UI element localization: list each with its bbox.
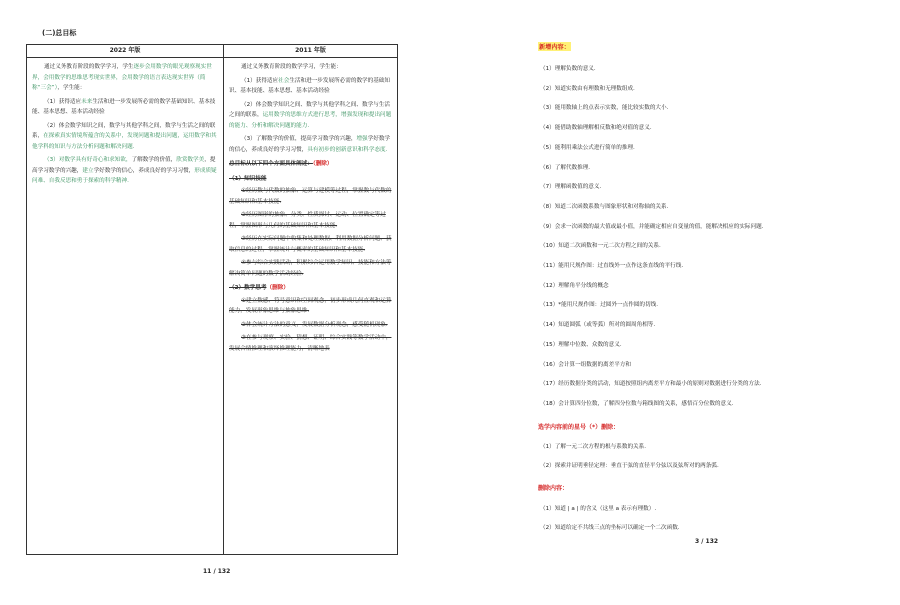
sub1-item: ③经历在实际问题中收集和处理数据、利用数据分析问题、获取信息的过程，掌握统计与概率的基础知识和基本技能.	[229, 236, 392, 253]
col-2022	[27, 58, 224, 555]
optional-content-list	[540, 438, 880, 476]
list-item: （9）会求一次函数的最大值或最小值，并能确定相应自变量的值，能解决相应的实际问题.	[540, 223, 764, 230]
col2011-item2: （2）体会数学知识之间、数学与其他学科之间、数学与生活之间的联系，运用数学的思维方式进行思考，增强发现和提出问题的能力、分析和解决问题的能力.	[229, 101, 392, 129]
list-item: （2）探索并证明垂径定理：垂直于弦的直径平分弦以及弦所对的两条弧.	[540, 463, 719, 469]
section-title: (二)总目标	[42, 29, 77, 37]
deleted-content-list	[540, 500, 880, 538]
sub1-item: ④参与综合实践活动，积累综合运用数学知识、技能和方法等解决简单问题的数学活动经验.	[229, 260, 392, 277]
left-page-number: 11 / 132	[203, 568, 231, 575]
new-content-list	[540, 60, 880, 415]
list-item: （13）*能用尺规作图：过圆外一点作圆的切线.	[540, 302, 658, 309]
sub1-item: ①经历数与代数的抽象、运算与建模等过程，掌握数与代数的基础知识和基本技能.	[229, 188, 392, 205]
list-item: （10）知道二次函数和一元二次方程之间的关系.	[540, 243, 661, 250]
header-2011: 2011 年版	[224, 45, 398, 58]
math-thinking-heading: （2）数学思考（删除）	[229, 285, 289, 291]
sub2-item: ②体会统计方法的意义，发展数据分析观念，感受随机现象.	[241, 321, 388, 328]
list-item: （2）知道实数由有理数和无理数组成.	[540, 85, 635, 92]
knowledge-skills-heading: （1）知识技能	[229, 175, 267, 182]
delete-tag: （删除）	[266, 285, 289, 291]
col2011-intro: 通过义务教育阶段的数学学习，学生能：	[241, 64, 342, 70]
list-item: （6）了解代数推理.	[540, 164, 591, 171]
goals-heading: 总目标从以下四个方面具体阐述：（删除）	[229, 161, 333, 167]
deleted-content-title: 删除内容：	[538, 485, 569, 492]
list-item: （15）理解中位数、众数的意义.	[540, 341, 622, 348]
list-item: （8）知道二次函数系数与图象形状和对称轴的关系.	[540, 203, 669, 210]
list-item: （7）理解函数值的意义.	[540, 184, 602, 191]
col2022-intro: 通过义务教育阶段的数学学习，学生逐步会用数学的眼光观察现实世界，会用数学的思维思考现实世界，会用数学的语言表达现实世界（简称“三会”），学生能：	[32, 64, 212, 91]
list-item: （16）会计算一组数据的离差平方和	[540, 361, 632, 368]
comparison-table	[26, 44, 398, 555]
header-2022: 2022 年版	[27, 45, 224, 58]
list-item: （1）理解负数的意义.	[540, 66, 596, 72]
col2011-item1: （1）获得适应社会生活和进一步发展所必需的数学的基础知识、基本技能、基本思想、基本活动经验	[229, 77, 391, 94]
list-item: （2）知道给定不共线三点的坐标可以确定一个二次函数.	[540, 525, 680, 531]
optional-content-title: 选学内容前的星号（*）删除：	[538, 424, 620, 431]
list-item: （12）理解角平分线的概念	[540, 282, 609, 289]
right-page-number: 3 / 132	[695, 538, 719, 545]
list-item: （4）能借助数轴理解相反数和绝对值的意义.	[540, 125, 652, 132]
list-item: （18）会计算四分位数，了解四分位数与箱线图的关系，感悟百分位数的意义.	[540, 400, 734, 407]
col2022-item3: （3）对数学具有好奇心和求知欲，了解数学的价值，欣赏数学美，提高学习数学的兴趣，建立学好数学的信心，养成良好的学习习惯，形成质疑问难、自我反思和勇于探索的科学精神.	[32, 157, 217, 184]
list-item: （3）能用数轴上的点表示实数，能比较实数的大小.	[540, 105, 669, 112]
col2022-item1: （1）获得适应未来生活和进一步发展所必需的数学基础知识、基本技能、基本思想、基本活动经验	[32, 98, 216, 115]
sub2-item: ①建立数感、符号意识和空间观念，初步形成几何直观和运算能力，发展形象思维与抽象思维.	[229, 297, 392, 314]
sub2-item: ③在参与观察、实验、猜想、证明、综合实践等数学活动中，发展合情推理和演绎推理能力，清晰地表	[229, 335, 392, 352]
col-2011	[224, 58, 398, 555]
sub1-item: ②经历图形的抽象、分类、性质探讨、运动、位置确定等过程，掌握图形与几何的基础知识和基本技能.	[229, 212, 386, 229]
new-content-title: 新增内容：	[539, 44, 570, 51]
list-item: （11）能用尺规作图：过直线外一点作这条直线的平行线.	[540, 263, 684, 270]
right-page	[450, 0, 900, 605]
col2011-item3: （3）了解数学的价值，提高学习数学的兴趣，增强学好数学的信心，养成良好的学习习惯，具有初步的创新意识和科学态度.	[229, 136, 391, 153]
list-item: （1）知道 | a | 的含义（这里 a 表示有理数）.	[540, 506, 657, 512]
list-item: （5）能利用乘法公式进行简单的推理.	[540, 144, 635, 151]
col2022-item2: （2）体会数学知识之间，数学与其他学科之间，数学与生活之间的联系，在探索真实情境所蕴含的关系中，发现问题和提出问题，运用数学和其他学科的知识与方法分析问题和解决问题.	[32, 122, 217, 150]
delete-tag: （删除）	[312, 161, 333, 167]
list-item: （17）经历数据分类的活动，知道按照组内离差平方和最小的原则对数据进行分类的方法.	[540, 381, 762, 388]
list-item: （1）了解一元二次方程的根与系数的关系.	[540, 444, 647, 450]
list-item: （14）知道圆弧（或等弧）所对的圆周角相等.	[540, 322, 656, 329]
